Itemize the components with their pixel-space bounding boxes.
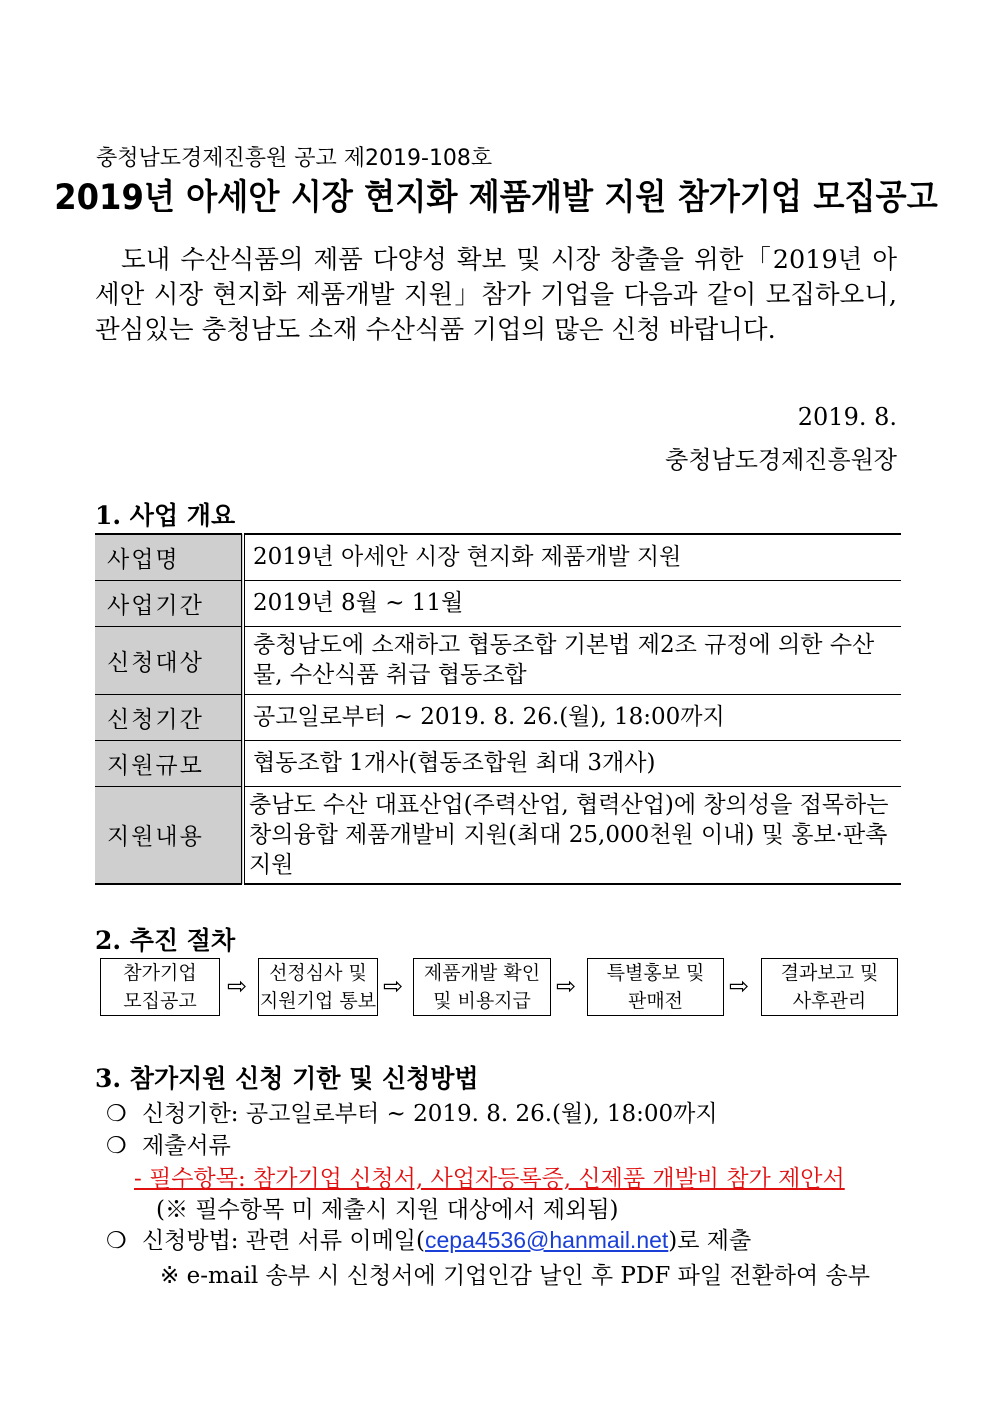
step-line: 모집공고: [123, 990, 197, 1012]
bullet-icon: ❍: [106, 1101, 127, 1127]
documents-label: 제출서류: [141, 1133, 231, 1159]
notice-number: 충청남도경제진흥원 공고 제2019-108호: [96, 146, 493, 171]
step-line: 지원기업 통보: [259, 990, 377, 1012]
method-item: [106, 1222, 751, 1255]
email-note: ※ e-mail 송부 시 신청서에 기업인감 날인 후 PDF 파일 전환하여 송부: [160, 1263, 870, 1289]
process-step-1: [100, 958, 220, 1016]
intro-paragraph: [95, 243, 897, 348]
step-line: 특별홍보 및: [606, 962, 705, 984]
row-value: 충남도 수산 대표산업(주력산업, 협력산업)에 창의성을 접목하는 창의융합 제품개발비 지원(최대 25,000천원 이내) 및 홍보·판촉 지원: [243, 786, 901, 884]
issuer-name: 충청남도경제진흥원장: [665, 446, 897, 474]
deadline-item: [106, 1095, 718, 1128]
table-row: [95, 694, 901, 740]
overview-table: [95, 533, 901, 885]
table-row: [95, 534, 901, 580]
row-label: 사업기간: [95, 580, 243, 626]
row-value: 협동조합 1개사(협동조합원 최대 3개사): [243, 740, 901, 786]
process-step-4: [587, 958, 724, 1016]
row-value: 2019년 아세안 시장 현지화 제품개발 지원: [243, 534, 901, 580]
row-label: 지원규모: [95, 740, 243, 786]
section1-heading: 1. 사업 개요: [95, 501, 236, 530]
step-line: 선정심사 및: [269, 962, 367, 984]
bullet-icon: ❍: [106, 1228, 127, 1254]
arrow-icon: ⇨: [227, 972, 248, 1000]
step-line: 참가기업: [123, 962, 197, 984]
row-label: 신청대상: [95, 626, 243, 694]
process-step-5: [761, 958, 898, 1016]
arrow-icon: ⇨: [729, 972, 750, 1000]
step-line: 판매전: [627, 990, 684, 1012]
step-line: 사후관리: [792, 990, 867, 1012]
row-value: 충청남도에 소재하고 협동조합 기본법 제2조 규정에 의한 수산물, 수산식품 취급 협동조합: [243, 626, 901, 694]
arrow-icon: ⇨: [556, 972, 577, 1000]
arrow-icon: ⇨: [383, 972, 404, 1000]
step-line: 및 비용지급: [433, 990, 531, 1012]
email-link[interactable]: cepa4536@hanmail.net: [425, 1227, 669, 1253]
row-label: 지원내용: [95, 786, 243, 884]
intro-text: 도내 수산식품의 제품 다양성 확보 및 시장 창출을 위한「2019년 아세안 시장 현지화 제품개발 지원」참가 기업을 다음과 같이 모집하오니, 관심있는 충청남도 소재 수산식품 기업의 많은 신청 바랍니다.: [95, 245, 897, 345]
required-docs-text: - 필수항목: 참가기업 신청서, 사업자등록증, 신제품 개발비 참가 제안서: [134, 1166, 845, 1192]
required-docs: [134, 1160, 845, 1193]
notice-date: 2019. 8.: [797, 403, 897, 431]
method-prefix: 신청방법: 관련 서류 이메일(: [141, 1228, 425, 1254]
table-row: [95, 740, 901, 786]
step-line: 결과보고 및: [780, 962, 879, 984]
row-label: 신청기간: [95, 694, 243, 740]
table-row: [95, 786, 901, 884]
deadline-text: 신청기한: 공고일로부터 ~ 2019. 8. 26.(월), 18:00까지: [141, 1101, 718, 1127]
process-step-3: [413, 958, 551, 1016]
bullet-icon: ❍: [106, 1133, 127, 1159]
table-row: [95, 580, 901, 626]
row-label: 사업명: [95, 534, 243, 580]
required-note: (※ 필수항목 미 제출시 지원 대상에서 제외됨): [156, 1197, 619, 1223]
process-step-2: [258, 958, 378, 1016]
step-line: 제품개발 확인: [423, 962, 541, 984]
row-value: 공고일로부터 ~ 2019. 8. 26.(월), 18:00까지: [243, 694, 901, 740]
table-row: [95, 626, 901, 694]
section3-heading: 3. 참가지원 신청 기한 및 신청방법: [95, 1064, 479, 1093]
section2-heading: 2. 추진 절차: [95, 926, 236, 955]
method-suffix: )로 제출: [668, 1228, 752, 1254]
documents-item: [106, 1127, 231, 1160]
row-value: 2019년 8월 ~ 11월: [243, 580, 901, 626]
page-title: 2019년 아세안 시장 현지화 제품개발 지원 참가기업 모집공고: [54, 178, 938, 218]
